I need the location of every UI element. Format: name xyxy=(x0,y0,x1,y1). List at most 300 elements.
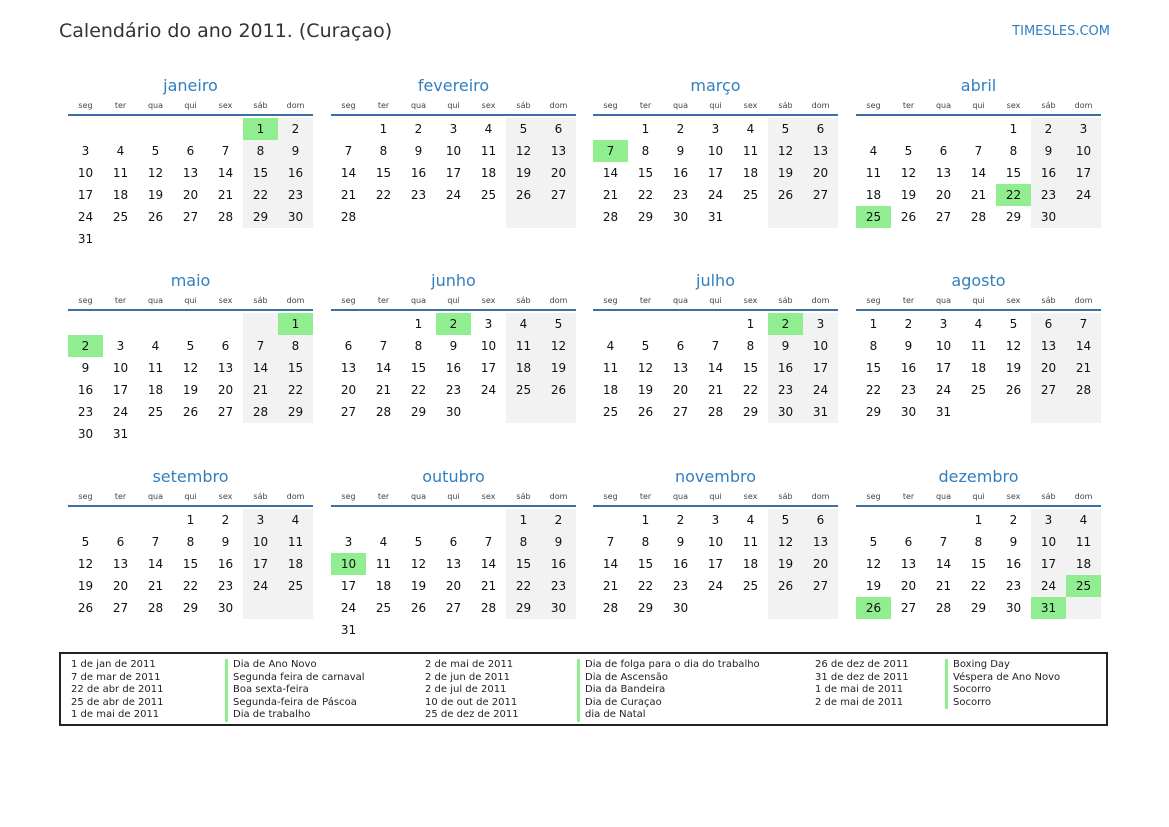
day-cell: 1 xyxy=(641,513,650,527)
weekday-header xyxy=(68,293,313,311)
day-cell: 7 xyxy=(221,144,230,158)
legend-holiday-name: Dia de Curaçao xyxy=(585,696,662,708)
day-cell: 13 xyxy=(445,557,462,571)
empty-cell xyxy=(541,401,576,423)
day-cell: 28 xyxy=(147,601,164,615)
weekday-label: seg xyxy=(78,296,93,305)
legend-date: 10 de out de 2011 xyxy=(425,696,518,708)
day-cell: 5 xyxy=(414,535,423,549)
day-cell: 9 xyxy=(676,144,685,158)
day-cell: 20 xyxy=(672,383,689,397)
legend-holiday-name: Socorro xyxy=(953,696,992,708)
empty-cell xyxy=(366,619,401,641)
weekday-label: qui xyxy=(709,492,722,501)
day-cell: 15 xyxy=(410,361,427,375)
day-cell: 12 xyxy=(637,361,654,375)
day-cell: 8 xyxy=(414,339,423,353)
day-cell: 27 xyxy=(112,601,129,615)
day-cell: 22 xyxy=(278,379,313,401)
day-cell: 6 xyxy=(221,339,230,353)
day-cell: 11 xyxy=(970,339,987,353)
month-janeiro xyxy=(68,73,313,250)
day-cell: 13 xyxy=(672,361,689,375)
day-grid xyxy=(331,313,576,423)
day-cell: 11 xyxy=(147,361,164,375)
empty-cell xyxy=(103,509,138,531)
day-cell: 23 xyxy=(217,579,234,593)
day-cell: 28 xyxy=(935,601,952,615)
day-cell: 16 xyxy=(900,361,917,375)
day-cell: 23 xyxy=(278,184,313,206)
day-cell: 26 xyxy=(506,184,541,206)
empty-cell xyxy=(173,118,208,140)
day-cell: 19 xyxy=(1005,361,1022,375)
day-grid xyxy=(68,313,313,445)
day-cell: 28 xyxy=(480,601,497,615)
empty-cell xyxy=(366,509,401,531)
weekday-label: qui xyxy=(447,296,460,305)
day-cell: 6 xyxy=(676,339,685,353)
day-cell: 17 xyxy=(243,553,278,575)
day-cell: 18 xyxy=(480,166,497,180)
day-cell: 5 xyxy=(186,339,195,353)
day-cell: 10 xyxy=(935,339,952,353)
day-cell: 11 xyxy=(865,166,882,180)
day-cell: 14 xyxy=(935,557,952,571)
day-cell: 30 xyxy=(1005,601,1022,615)
empty-cell xyxy=(541,206,576,228)
empty-cell xyxy=(138,423,173,445)
day-cell: 25 xyxy=(970,383,987,397)
day-cell: 10 xyxy=(112,361,129,375)
day-cell: 17 xyxy=(77,188,94,202)
day-cell: 28 xyxy=(1066,379,1101,401)
day-cell: 4 xyxy=(278,509,313,531)
day-cell: 15 xyxy=(637,166,654,180)
day-cell: 22 xyxy=(996,184,1031,206)
day-cell: 17 xyxy=(1066,162,1101,184)
day-cell: 13 xyxy=(217,361,234,375)
day-cell: 30 xyxy=(541,597,576,619)
day-cell: 2 xyxy=(278,118,313,140)
day-cell: 15 xyxy=(970,557,987,571)
empty-cell xyxy=(243,228,278,250)
empty-cell xyxy=(401,509,436,531)
month-name: fevereiro xyxy=(417,76,490,95)
day-cell: 20 xyxy=(935,188,952,202)
day-cell: 17 xyxy=(935,361,952,375)
legend-names-col-2 xyxy=(577,659,760,722)
weekday-label: seg xyxy=(78,492,93,501)
day-cell: 23 xyxy=(410,188,427,202)
day-grid xyxy=(331,118,576,228)
day-cell: 13 xyxy=(182,166,199,180)
day-cell: 15 xyxy=(506,553,541,575)
day-cell: 10 xyxy=(243,531,278,553)
day-cell: 16 xyxy=(410,166,427,180)
empty-cell xyxy=(278,228,313,250)
day-cell: 10 xyxy=(1066,140,1101,162)
weekday-label: dom xyxy=(286,101,305,110)
empty-cell xyxy=(698,597,733,619)
day-cell: 4 xyxy=(151,339,160,353)
day-cell: 29 xyxy=(637,601,654,615)
day-cell: 25 xyxy=(742,188,759,202)
weekday-label: ter xyxy=(639,296,652,305)
day-cell: 7 xyxy=(593,140,628,162)
empty-cell xyxy=(366,206,401,228)
day-cell: 4 xyxy=(1066,509,1101,531)
legend-holiday-name: Boxing Day xyxy=(953,659,1010,670)
empty-cell xyxy=(926,118,961,140)
day-cell: 8 xyxy=(974,535,983,549)
day-cell: 15 xyxy=(637,557,654,571)
day-cell: 21 xyxy=(935,579,952,593)
empty-cell xyxy=(471,206,506,228)
day-cell: 29 xyxy=(1005,210,1022,224)
weekday-label: sex xyxy=(1006,296,1021,305)
day-cell: 8 xyxy=(186,535,195,549)
weekday-label: dom xyxy=(1074,492,1093,501)
day-cell: 13 xyxy=(803,531,838,553)
day-cell: 20 xyxy=(217,383,234,397)
legend-date: 25 de dez de 2011 xyxy=(425,709,519,721)
day-cell: 21 xyxy=(480,579,497,593)
day-cell: 4 xyxy=(484,122,493,136)
legend-holiday-name: Dia de folga para o dia do trabalho xyxy=(585,659,760,670)
day-cell: 22 xyxy=(375,188,392,202)
weekday-label: dom xyxy=(811,101,830,110)
weekday-label: seg xyxy=(866,492,881,501)
weekday-label: dom xyxy=(811,296,830,305)
day-cell: 27 xyxy=(672,405,689,419)
weekday-label: qua xyxy=(672,296,689,305)
day-cell: 1 xyxy=(243,118,278,140)
month-name: janeiro xyxy=(163,76,218,95)
empty-cell xyxy=(68,118,103,140)
day-cell: 21 xyxy=(243,379,278,401)
day-cell: 1 xyxy=(414,317,423,331)
site-link[interactable]: TIMESLES.COM xyxy=(1012,24,1110,39)
day-cell: 25 xyxy=(602,405,619,419)
weekday-header xyxy=(331,98,576,116)
empty-cell xyxy=(68,509,103,531)
day-cell: 2 xyxy=(414,122,423,136)
weekday-label: qui xyxy=(972,492,985,501)
day-cell: 10 xyxy=(77,166,94,180)
empty-cell xyxy=(208,228,243,250)
empty-cell xyxy=(541,619,576,641)
empty-cell xyxy=(593,313,628,335)
day-cell: 28 xyxy=(602,601,619,615)
weekday-label: qua xyxy=(410,101,427,110)
day-cell: 5 xyxy=(768,509,803,531)
weekday-label: sáb xyxy=(778,296,793,305)
day-cell: 8 xyxy=(641,144,650,158)
day-cell: 24 xyxy=(707,188,724,202)
day-cell: 9 xyxy=(278,140,313,162)
weekday-label: sáb xyxy=(778,101,793,110)
day-cell: 27 xyxy=(340,405,357,419)
legend-holiday-name: Socorro xyxy=(953,684,992,696)
day-cell: 19 xyxy=(768,553,803,575)
weekday-label: qua xyxy=(672,492,689,501)
day-cell: 5 xyxy=(81,535,90,549)
day-cell: 2 xyxy=(221,513,230,527)
day-cell: 9 xyxy=(449,339,458,353)
day-cell: 27 xyxy=(445,601,462,615)
weekday-label: sáb xyxy=(253,296,268,305)
day-cell: 10 xyxy=(707,144,724,158)
day-cell: 1 xyxy=(746,317,755,331)
day-cell: 24 xyxy=(243,575,278,597)
weekday-label: qui xyxy=(184,296,197,305)
day-cell: 30 xyxy=(217,601,234,615)
legend-date: 22 de abr de 2011 xyxy=(71,684,164,696)
empty-cell xyxy=(208,118,243,140)
legend-date: 1 de mai de 2011 xyxy=(815,684,904,696)
day-cell: 9 xyxy=(414,144,423,158)
day-cell: 30 xyxy=(278,206,313,228)
day-cell: 4 xyxy=(746,122,755,136)
day-cell: 20 xyxy=(340,383,357,397)
weekday-label: qui xyxy=(709,101,722,110)
weekday-label: dom xyxy=(286,296,305,305)
weekday-label: ter xyxy=(902,101,915,110)
day-cell: 14 xyxy=(217,166,234,180)
day-cell: 21 xyxy=(1066,357,1101,379)
day-cell: 9 xyxy=(221,535,230,549)
day-cell: 28 xyxy=(375,405,392,419)
day-cell: 9 xyxy=(541,531,576,553)
day-cell: 1 xyxy=(974,513,983,527)
day-cell: 16 xyxy=(672,166,689,180)
day-cell: 20 xyxy=(900,579,917,593)
day-cell: 6 xyxy=(116,535,125,549)
day-cell: 25 xyxy=(480,188,497,202)
empty-cell xyxy=(366,313,401,335)
day-cell: 17 xyxy=(707,166,724,180)
day-cell: 10 xyxy=(1031,531,1066,553)
day-cell: 9 xyxy=(676,535,685,549)
day-cell: 14 xyxy=(602,557,619,571)
empty-cell xyxy=(628,313,663,335)
day-cell: 26 xyxy=(182,405,199,419)
empty-cell xyxy=(733,597,768,619)
day-cell: 20 xyxy=(112,579,129,593)
weekday-label: sex xyxy=(1006,492,1021,501)
empty-cell xyxy=(278,423,313,445)
day-cell: 25 xyxy=(375,601,392,615)
day-cell: 21 xyxy=(217,188,234,202)
empty-cell xyxy=(698,313,733,335)
empty-cell xyxy=(436,509,471,531)
day-cell: 19 xyxy=(506,162,541,184)
weekday-label: dom xyxy=(549,296,568,305)
day-cell: 1 xyxy=(379,122,388,136)
day-cell: 12 xyxy=(77,557,94,571)
weekday-header xyxy=(856,489,1101,507)
month-name: outubro xyxy=(422,467,485,486)
day-cell: 10 xyxy=(707,535,724,549)
day-cell: 9 xyxy=(768,335,803,357)
weekday-label: sáb xyxy=(1041,296,1056,305)
day-cell: 19 xyxy=(410,579,427,593)
day-cell: 16 xyxy=(445,361,462,375)
legend-holiday-name: Dia da Bandeira xyxy=(585,684,666,696)
day-cell: 10 xyxy=(445,144,462,158)
day-cell: 12 xyxy=(768,140,803,162)
empty-cell xyxy=(278,597,313,619)
day-cell: 27 xyxy=(935,210,952,224)
day-cell: 17 xyxy=(445,166,462,180)
day-grid xyxy=(331,509,576,641)
day-cell: 17 xyxy=(480,361,497,375)
legend-holiday-name: Segunda-feira de Páscoa xyxy=(233,696,357,708)
weekday-label: qua xyxy=(935,492,952,501)
empty-cell xyxy=(103,228,138,250)
day-cell: 7 xyxy=(1066,313,1101,335)
empty-cell xyxy=(331,313,366,335)
day-cell: 11 xyxy=(375,557,392,571)
empty-cell xyxy=(243,597,278,619)
weekday-label: qui xyxy=(447,101,460,110)
day-cell: 26 xyxy=(768,184,803,206)
empty-cell xyxy=(768,206,803,228)
weekday-label: ter xyxy=(902,492,915,501)
day-cell: 13 xyxy=(1031,335,1066,357)
day-cell: 14 xyxy=(602,166,619,180)
day-cell: 24 xyxy=(935,383,952,397)
day-cell: 22 xyxy=(182,579,199,593)
day-cell: 30 xyxy=(445,405,462,419)
weekday-header xyxy=(68,489,313,507)
day-cell: 7 xyxy=(379,339,388,353)
day-cell: 31 xyxy=(1031,597,1066,619)
day-cell: 19 xyxy=(865,579,882,593)
month-dezembro xyxy=(856,464,1101,619)
legend-dates-col-2 xyxy=(425,659,519,722)
day-cell: 3 xyxy=(1031,509,1066,531)
legend-holiday-name: Dia de trabalho xyxy=(233,709,311,721)
day-cell: 17 xyxy=(112,383,129,397)
day-cell: 14 xyxy=(707,361,724,375)
weekday-label: qui xyxy=(447,492,460,501)
day-cell: 18 xyxy=(1066,553,1101,575)
day-cell: 10 xyxy=(480,339,497,353)
day-cell: 26 xyxy=(900,210,917,224)
weekday-label: ter xyxy=(377,101,390,110)
day-cell: 20 xyxy=(1031,357,1066,379)
day-cell: 5 xyxy=(541,313,576,335)
day-cell: 28 xyxy=(970,210,987,224)
empty-cell xyxy=(768,597,803,619)
day-cell: 31 xyxy=(803,401,838,423)
weekday-label: qui xyxy=(184,492,197,501)
day-cell: 17 xyxy=(803,357,838,379)
weekday-label: qua xyxy=(935,101,952,110)
empty-cell xyxy=(471,509,506,531)
day-cell: 24 xyxy=(340,601,357,615)
day-cell: 12 xyxy=(506,140,541,162)
day-cell: 3 xyxy=(116,339,125,353)
day-cell: 27 xyxy=(217,405,234,419)
day-cell: 7 xyxy=(606,535,615,549)
legend-dates-col-1 xyxy=(71,659,163,722)
day-cell: 18 xyxy=(970,361,987,375)
weekday-label: seg xyxy=(341,101,356,110)
day-cell: 13 xyxy=(340,361,357,375)
day-cell: 18 xyxy=(506,357,541,379)
weekday-label: dom xyxy=(1074,101,1093,110)
day-cell: 11 xyxy=(1066,531,1101,553)
day-cell: 25 xyxy=(147,405,164,419)
day-cell: 22 xyxy=(506,575,541,597)
day-cell: 31 xyxy=(112,427,129,441)
day-cell: 19 xyxy=(147,188,164,202)
day-cell: 1 xyxy=(186,513,195,527)
day-cell: 5 xyxy=(506,118,541,140)
day-cell: 8 xyxy=(1009,144,1018,158)
day-cell: 27 xyxy=(182,210,199,224)
day-cell: 29 xyxy=(410,405,427,419)
day-cell: 29 xyxy=(865,405,882,419)
day-cell: 23 xyxy=(1005,579,1022,593)
day-cell: 30 xyxy=(1031,206,1066,228)
day-cell: 25 xyxy=(1066,575,1101,597)
empty-cell xyxy=(68,313,103,335)
day-cell: 3 xyxy=(81,144,90,158)
day-cell: 18 xyxy=(865,188,882,202)
day-cell: 2 xyxy=(768,313,803,335)
legend-date: 2 de jul de 2011 xyxy=(425,684,507,696)
legend-names-col-3 xyxy=(945,659,1060,709)
legend-holiday-name: Dia de Ano Novo xyxy=(233,659,317,670)
weekday-label: sex xyxy=(1006,101,1021,110)
weekday-label: dom xyxy=(549,492,568,501)
day-cell: 2 xyxy=(904,317,913,331)
day-cell: 15 xyxy=(278,357,313,379)
weekday-label: seg xyxy=(866,296,881,305)
day-cell: 26 xyxy=(410,601,427,615)
day-cell: 8 xyxy=(746,339,755,353)
empty-cell xyxy=(331,509,366,531)
day-cell: 24 xyxy=(480,383,497,397)
day-cell: 6 xyxy=(449,535,458,549)
empty-cell xyxy=(593,509,628,531)
legend-holiday-name: Véspera de Ano Novo xyxy=(953,671,1061,683)
day-cell: 7 xyxy=(344,144,353,158)
day-cell: 6 xyxy=(939,144,948,158)
month-name: junho xyxy=(431,271,476,290)
day-cell: 23 xyxy=(541,575,576,597)
empty-cell xyxy=(1066,597,1101,619)
day-cell: 20 xyxy=(803,553,838,575)
day-cell: 26 xyxy=(541,379,576,401)
day-cell: 4 xyxy=(379,535,388,549)
day-cell: 20 xyxy=(803,162,838,184)
day-cell: 23 xyxy=(672,188,689,202)
weekday-label: sex xyxy=(743,492,758,501)
day-cell: 21 xyxy=(375,383,392,397)
day-cell: 16 xyxy=(278,162,313,184)
day-cell: 16 xyxy=(672,557,689,571)
day-cell: 15 xyxy=(1005,166,1022,180)
weekday-label: qua xyxy=(935,296,952,305)
day-cell: 29 xyxy=(182,601,199,615)
weekday-label: sáb xyxy=(778,492,793,501)
empty-cell xyxy=(506,401,541,423)
